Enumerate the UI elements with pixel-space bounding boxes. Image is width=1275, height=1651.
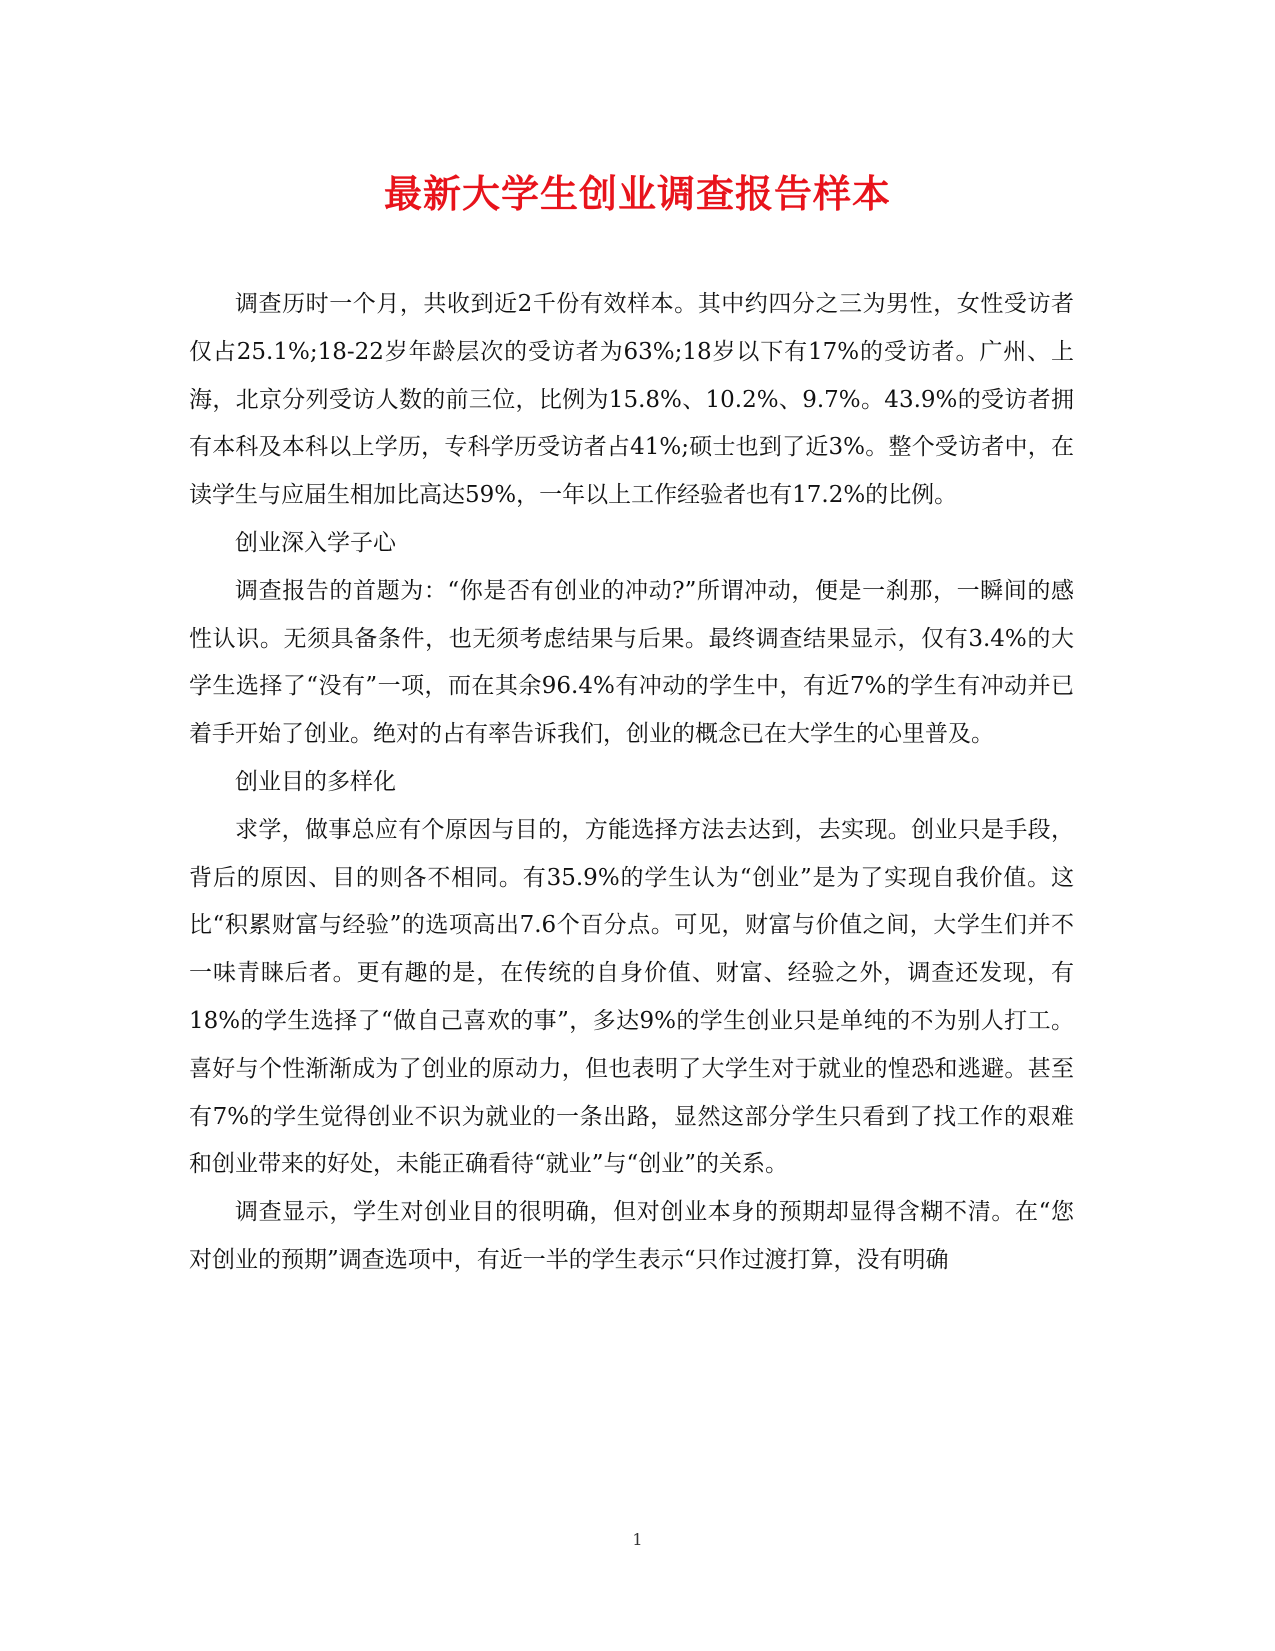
paragraph-entrepreneurship-impulse: 调查报告的首题为：“你是否有创业的冲动?”所谓冲动，便是一刹那，一瞬间的感性认识。无须具备条件，也无须考虑结果与后果。最终调查结果显示，仅有3.4%的大学生选择了“没有”一项，而在其余96.4%有冲动的学生中，有近7%的学生有冲动并已着手开始了创业。绝对的占有率告诉我们，创业的概念已在大学生的心里普及。	[189, 577, 1074, 748]
page-number: 1	[632, 1530, 643, 1549]
paragraph-entrepreneurship-goals: 求学，做事总应有个原因与目的，方能选择方法去达到，去实现。创业只是手段，背后的原因、目的则各不相同。有35.9%的学生认为“创业”是为了实现自我价值。这比“积累财富与经验”的选项高出7.6个百分点。可见，财富与价值之间，大学生们并不一味青睐后者。更有趣的是，在传统的自身价值、财富、经验之外，调查还发现，有18%的学生选择了“做自己喜欢的事”，多达9%的学生创业只是单纯的不为别人打工。喜好与个性渐渐成为了创业的原动力，但也表明了大学生对于就业的惶恐和逃避。甚至有7%的学生觉得创业不识为就业的一条出路，显然这部分学生只看到了找工作的艰难和创业带来的好处，未能正确看待“就业”与“创业”的关系。	[189, 816, 1074, 1178]
paragraph-survey-overview: 调查历时一个月，共收到近2千份有效样本。其中约四分之三为男性，女性受访者仅占25.1%;18-22岁年龄层次的受访者为63%;18岁以下有17%的受访者。广州、上海，北京分列受访人数的前三位，比例为15.8%、10.2%、9.7%。43.9%的受访者拥有本科及本科以上学历，专科学历受访者占41%;硕士也到了近3%。整个受访者中，在读学生与应届生相加比高达59%，一年以上工作经验者也有17.2%的比例。	[189, 291, 1074, 509]
paragraph-entrepreneurship-expectations: 调查显示，学生对创业目的很明确，但对创业本身的预期却显得含糊不清。在“您对创业的预期”调查选项中，有近一半的学生表示“只作过渡打算，没有明确	[189, 1199, 1074, 1273]
section-heading-entrepreneurship-spirit: 创业深入学子心	[235, 529, 396, 556]
document-title: 最新大学生创业调查报告样本	[383, 171, 891, 216]
section-heading-diverse-goals: 创业目的多样化	[235, 768, 396, 795]
document-body	[189, 281, 1074, 1285]
